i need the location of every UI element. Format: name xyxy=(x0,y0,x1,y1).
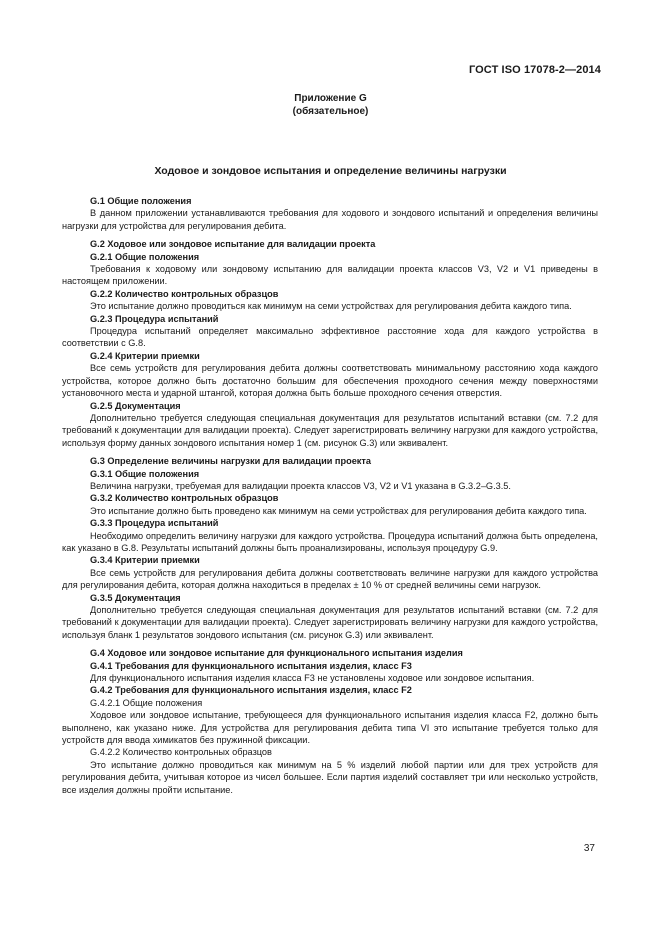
paragraph: Это испытание должно проводиться как минимум на 5 % изделий любой партии или для трех устройств для регулирования дебита, учитывая которое из чисел большее. Если партия изделий составляет три или несколько устройств, все изделия должны пройти испытание. xyxy=(62,759,598,795)
section-heading: G.3.5 Документация xyxy=(90,592,181,603)
section-heading: G.3.1 Общие положения xyxy=(90,468,200,479)
section-heading: G.1 Общие положения xyxy=(90,196,192,206)
paragraph: Процедура испытаний определяет максимально эффективное расстояние хода для каждого устройства в соответствии с G.8. xyxy=(62,326,598,349)
annex-title: Приложение G xyxy=(294,93,367,104)
section-heading: G.2 Ходовое или зондовое испытание для валидации проекта xyxy=(90,239,376,250)
paragraph: Все семь устройств для регулирования дебита должны соответствовать минимальному расстоянию хода каждого устройства, которое должно быть достаточно большим для обеспечения проходного сечения между поверхностями установочного места и ударной штангой, которая должна быть больше проходного сечения отверстия. xyxy=(62,363,598,399)
paragraph: Требования к ходовому или зондовому испытанию для валидации проекта классов V3, V2 и V1 приведены в настоящем приложении. xyxy=(62,264,598,287)
document-title: Ходовое и зондовое испытания и определение величины нагрузки xyxy=(154,165,507,177)
section-heading: G.4.1 Требования для функционального испытания изделия, класс F3 xyxy=(90,660,412,671)
page-number: 37 xyxy=(583,843,595,854)
section-heading: G.2.1 Общие положения xyxy=(90,251,200,262)
paragraph: Все семь устройств для регулирования дебита должны соответствовать величине нагрузки для каждого устройства для регулирования дебита, которая должна находиться в пределах ± 10 % от средней величины семи нагрузок. xyxy=(62,567,598,591)
paragraph: Это испытание должно проводиться как минимум на семи устройствах для регулирования дебита каждого типа. xyxy=(90,301,572,312)
section-heading: G.3.4 Критерии приемки xyxy=(90,555,200,566)
paragraph: Это испытание должно быть проведено как минимум на семи устройствах для регулирования дебита каждого типа. xyxy=(90,505,587,516)
paragraph: Для функционального испытания изделия класса F3 не установлены ходовое или зондовое испытания. xyxy=(90,673,535,684)
paragraph: Ходовое или зондовое испытание, требующееся для функционального испытания изделия класса F2, должно быть выполнено, как указано ниже. Для устройства для регулирования дебита типа VI это испытание требуется только для устройств для ввода химикатов без пружинной фиксации. xyxy=(62,710,598,746)
paragraph: Дополнительно требуется следующая специальная документация для результатов испытаний вставки (см. 7.2 для требований к документации для валидации проекта). Следует зарегистрировать величину нагрузки для каждого устройства, используя бланк 1 результатов зондового испытания (см. рисунок G.3) или эквивалент. xyxy=(62,605,598,640)
section-heading: G.2.2 Количество контрольных образцов xyxy=(90,288,279,299)
paragraph: Дополнительно требуется следующая специальная документация для результатов испытаний вставки (см. 7.2 для требований к документации для валидации проекта). Следует зарегистрировать величину нагрузки для каждого устройства, используя форму данных зондового испытания номер 1 (см. рисунок G.3) или эквивалент. xyxy=(62,412,598,448)
section-heading: G.2.4 Критерии приемки xyxy=(90,350,200,361)
subsection-heading: G.4.2.2 Количество контрольных образцов xyxy=(90,747,272,758)
section-heading: G.2.3 Процедура испытаний xyxy=(90,313,219,324)
section-heading: G.3.3 Процедура испытаний xyxy=(90,518,219,529)
standard-designation: ГОСТ ISO 17078-2—2014 xyxy=(468,64,601,76)
paragraph: Необходимо определить величину нагрузки для каждого устройства. Процедура испытаний должна быть определена, как указано в G.8. Результаты испытаний должны быть проанализированы, используя процедуру G.9. xyxy=(62,530,598,553)
section-heading: G.4 Ходовое или зондовое испытание для функционального испытания изделия xyxy=(90,648,463,659)
paragraph: В данном приложении устанавливаются требования для ходового и зондового испытаний и определения величины нагрузки для устройства для регулирования дебита. xyxy=(62,208,598,231)
annex-status: (обязательное) xyxy=(292,106,369,117)
paragraph: Величина нагрузки, требуемая для валидации проекта классов V3, V2 и V1 указана в G.3.2–G.3.5. xyxy=(90,480,511,491)
section-heading: G.4.2 Требования для функционального испытания изделия, класс F2 xyxy=(90,685,412,696)
document-body xyxy=(62,195,598,796)
section-heading: G.3 Определение величины нагрузки для валидации проекта xyxy=(90,456,372,467)
annex-heading xyxy=(0,92,661,118)
section-heading: G.3.2 Количество контрольных образцов xyxy=(90,493,279,504)
section-heading: G.2.5 Документация xyxy=(90,400,181,411)
subsection-heading: G.4.2.1 Общие положения xyxy=(90,697,203,708)
